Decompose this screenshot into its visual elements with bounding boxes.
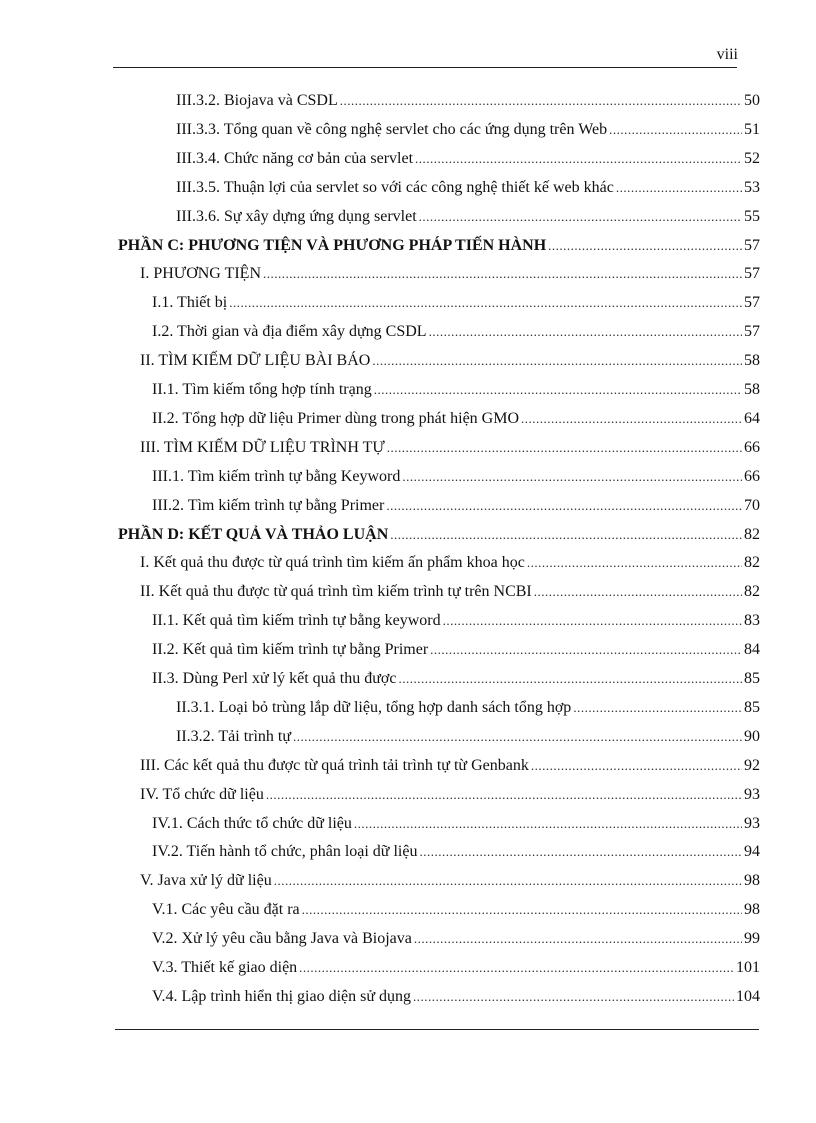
toc-entry-title: PHẦN C: PHƯƠNG TIỆN VÀ PHƯƠNG PHÁP TIẾN HÀNH bbox=[118, 236, 547, 254]
toc-entry-page: 52 bbox=[744, 149, 760, 167]
toc-entry-page: 58 bbox=[744, 381, 760, 398]
toc-entry-page: 66 bbox=[744, 438, 760, 456]
toc-entry-page: 50 bbox=[744, 92, 760, 109]
toc-dot-leader bbox=[372, 353, 742, 369]
toc-entry-row bbox=[176, 179, 760, 197]
toc-entry-row bbox=[152, 497, 760, 515]
toc-entry-title: I.2. Thời gian và địa điểm xây dựng CSDL bbox=[152, 323, 427, 341]
toc-entry bbox=[0, 901, 816, 925]
toc-entry-row bbox=[152, 410, 760, 428]
toc-entry-page: 70 bbox=[744, 496, 760, 514]
toc-entry bbox=[0, 641, 816, 665]
toc-entry bbox=[0, 323, 816, 347]
toc-entry-title: III. TÌM KIẾM DỮ LIỆU TRÌNH TỰ bbox=[140, 438, 385, 456]
toc-dot-leader bbox=[534, 584, 742, 600]
toc-entry-page: 94 bbox=[744, 843, 760, 861]
toc-entry-row bbox=[152, 988, 760, 1006]
toc-dot-leader bbox=[386, 498, 742, 514]
toc-entry bbox=[0, 786, 816, 810]
toc-entry-title: II.3.1. Loại bỏ trùng lắp dữ liệu, tổng hợp danh sách tổng hợp bbox=[176, 698, 572, 716]
toc-dot-leader bbox=[527, 555, 742, 571]
toc-dot-leader bbox=[415, 151, 742, 167]
toc-dot-leader bbox=[419, 209, 742, 225]
toc-dot-leader bbox=[263, 266, 742, 282]
toc-entry-row bbox=[176, 208, 760, 226]
toc-entry-page: 83 bbox=[744, 612, 760, 630]
toc-entry bbox=[0, 294, 816, 318]
toc-entry-title: I. PHƯƠNG TIỆN bbox=[140, 265, 261, 283]
toc-entry bbox=[0, 92, 816, 116]
toc-entry-page: 64 bbox=[744, 409, 760, 427]
toc-dot-leader bbox=[390, 527, 742, 543]
toc-entry-row bbox=[176, 92, 760, 110]
toc-entry-title: III.3.6. Sự xây dựng ứng dụng servlet bbox=[176, 207, 417, 225]
toc-entry-row bbox=[152, 641, 760, 659]
toc-entry bbox=[0, 815, 816, 839]
toc-entry bbox=[0, 612, 816, 636]
toc-entry bbox=[0, 121, 816, 145]
toc-dot-leader bbox=[413, 989, 734, 1005]
toc-entry-page: 93 bbox=[744, 785, 760, 803]
toc-entry-title: III.2. Tìm kiếm trình tự bằng Primer bbox=[152, 496, 385, 514]
toc-entry-page: 85 bbox=[744, 670, 760, 687]
toc-dot-leader bbox=[414, 931, 742, 947]
toc-dot-leader bbox=[531, 758, 742, 774]
toc-entry-title: IV. Tổ chức dữ liệu bbox=[140, 785, 264, 803]
toc-entry-title: I. Kết quả thu được từ quá trình tìm kiếm ấn phẩm khoa học bbox=[140, 554, 525, 572]
toc-entry-title: V.1. Các yêu cầu đặt ra bbox=[152, 901, 300, 919]
toc-entry-title: II.1. Kết quả tìm kiếm trình tự bằng keyword bbox=[152, 612, 441, 630]
toc-entry-page: 90 bbox=[744, 727, 760, 745]
toc-entry-page: 55 bbox=[744, 207, 760, 225]
toc-part-heading bbox=[0, 237, 816, 261]
toc-dot-leader bbox=[229, 295, 742, 311]
toc-entry-page: 99 bbox=[744, 930, 760, 948]
toc-entry-row bbox=[118, 526, 760, 544]
toc-entry-title: V. Java xử lý dữ liệu bbox=[140, 872, 272, 890]
toc-entry-page: 57 bbox=[744, 236, 760, 254]
toc-dot-leader bbox=[521, 411, 742, 427]
toc-entry-title: V.2. Xử lý yêu cầu bằng Java và Biojava bbox=[152, 930, 412, 948]
header-rule bbox=[113, 67, 737, 68]
toc-entry bbox=[0, 265, 816, 289]
toc-dot-leader bbox=[609, 122, 742, 138]
toc-part-heading bbox=[0, 526, 816, 550]
toc-entry-row bbox=[152, 468, 760, 486]
toc-entry-title: III.3.2. Biojava và CSDL bbox=[176, 92, 338, 109]
toc-entry-title: V.4. Lập trình hiển thị giao diện sử dụng bbox=[152, 987, 412, 1005]
toc-entry bbox=[0, 930, 816, 954]
toc-entry-page: 92 bbox=[744, 756, 760, 774]
toc-entry-title: II.2. Kết quả tìm kiếm trình tự bằng Primer bbox=[152, 641, 429, 659]
footer-rule bbox=[115, 1029, 759, 1030]
toc-entry-page: 57 bbox=[744, 265, 760, 283]
toc-entry-title: PHẦN D: KẾT QUẢ VÀ THẢO LUẬN bbox=[118, 525, 389, 543]
toc-entry bbox=[0, 179, 816, 203]
toc-dot-leader bbox=[443, 613, 742, 629]
toc-entry bbox=[0, 699, 816, 723]
toc-dot-leader bbox=[302, 902, 742, 918]
toc-entry-title: II.1. Tìm kiếm tổng hợp tính trạng bbox=[152, 381, 372, 398]
toc-entry bbox=[0, 728, 816, 752]
toc-entry-page: 82 bbox=[744, 525, 760, 543]
toc-entry-title: III.3.5. Thuận lợi của servlet so với các công nghệ thiết kế web khác bbox=[176, 178, 614, 196]
toc-entry-page: 82 bbox=[744, 583, 760, 601]
page-number: viii bbox=[716, 46, 738, 63]
toc-entry-page: 93 bbox=[744, 814, 760, 832]
toc-entry-page: 104 bbox=[736, 987, 760, 1005]
toc-entry-page: 82 bbox=[744, 554, 760, 572]
toc-entry bbox=[0, 497, 816, 521]
toc-entry bbox=[0, 554, 816, 578]
toc-entry-row bbox=[152, 901, 760, 919]
toc-entry bbox=[0, 410, 816, 434]
toc-entry-page: 84 bbox=[744, 641, 760, 659]
toc-entry-title: II.2. Tổng hợp dữ liệu Primer dùng trong phát hiện GMO bbox=[152, 409, 520, 427]
toc-entry-row bbox=[140, 583, 760, 601]
toc-dot-leader bbox=[402, 469, 742, 485]
toc-dot-leader bbox=[548, 238, 742, 254]
toc-dot-leader bbox=[293, 729, 742, 745]
toc-entry-title: III.3.3. Tổng quan về công nghệ servlet cho các ứng dụng trên Web bbox=[176, 120, 608, 138]
toc-entry bbox=[0, 583, 816, 607]
toc-entry-page: 66 bbox=[744, 467, 760, 485]
toc-entry-row bbox=[176, 121, 760, 139]
toc-entry-row bbox=[152, 294, 760, 312]
toc-entry-row bbox=[152, 930, 760, 948]
toc-dot-leader bbox=[419, 844, 742, 860]
toc-entry-row bbox=[140, 265, 760, 283]
toc-dot-leader bbox=[616, 180, 742, 196]
toc-dot-leader bbox=[299, 960, 734, 976]
toc-dot-leader bbox=[340, 93, 742, 109]
toc-entry bbox=[0, 959, 816, 983]
toc-entry-page: 57 bbox=[744, 323, 760, 341]
toc-dot-leader bbox=[398, 671, 742, 687]
toc-entry-page: 85 bbox=[744, 698, 760, 716]
toc-entry-row bbox=[140, 872, 760, 890]
toc-entry bbox=[0, 988, 816, 1012]
toc-dot-leader bbox=[374, 382, 742, 398]
toc-entry bbox=[0, 468, 816, 492]
toc-entry-title: II. TÌM KIẾM DỮ LIỆU BÀI BÁO bbox=[140, 352, 371, 370]
toc-entry-page: 53 bbox=[744, 178, 760, 196]
toc-entry-row bbox=[140, 352, 760, 370]
toc-entry-row bbox=[176, 699, 760, 717]
toc-entry-row bbox=[176, 728, 760, 746]
toc-entry-title: III.3.4. Chức năng cơ bản của servlet bbox=[176, 149, 414, 167]
toc-entry-row bbox=[152, 959, 760, 977]
toc-entry bbox=[0, 872, 816, 896]
toc-dot-leader bbox=[354, 816, 742, 832]
toc-entry bbox=[0, 757, 816, 781]
toc-entry bbox=[0, 670, 816, 694]
toc-entry-row bbox=[152, 670, 760, 688]
toc-entry-row bbox=[118, 237, 760, 255]
toc-entry-row bbox=[140, 786, 760, 804]
toc-entry bbox=[0, 150, 816, 174]
toc-entry-page: 51 bbox=[744, 120, 760, 138]
toc-entry-title: II.3.2. Tải trình tự bbox=[176, 727, 292, 745]
toc-dot-leader bbox=[266, 787, 742, 803]
toc-entry-row bbox=[152, 815, 760, 833]
toc-entry-title: I.1. Thiết bị bbox=[152, 294, 228, 312]
toc-dot-leader bbox=[429, 324, 742, 340]
toc-entry-row bbox=[152, 843, 760, 861]
toc-entry-title: III. Các kết quả thu được từ quá trình tải trình tự từ Genbank bbox=[140, 756, 529, 774]
toc-entry-row bbox=[140, 554, 760, 572]
toc-entry-row bbox=[152, 612, 760, 630]
toc-entry-page: 101 bbox=[736, 959, 760, 976]
toc-entry-title: II.3. Dùng Perl xử lý kết quả thu được bbox=[152, 670, 397, 687]
toc-entry-row bbox=[152, 323, 760, 341]
toc-entry-page: 58 bbox=[744, 352, 760, 370]
toc-dot-leader bbox=[430, 642, 742, 658]
toc-entry-row bbox=[152, 381, 760, 399]
toc-entry bbox=[0, 381, 816, 405]
toc-entry-row bbox=[176, 150, 760, 168]
toc-entry-page: 57 bbox=[744, 294, 760, 312]
toc-entry bbox=[0, 843, 816, 867]
toc-entry-title: IV.2. Tiến hành tổ chức, phân loại dữ liệu bbox=[152, 843, 418, 861]
toc-entry-title: II. Kết quả thu được từ quá trình tìm kiếm trình tự trên NCBI bbox=[140, 583, 532, 601]
toc-entry-title: III.1. Tìm kiếm trình tự bằng Keyword bbox=[152, 467, 401, 485]
toc-entry-row bbox=[140, 757, 760, 775]
toc-entry-title: V.3. Thiết kế giao diện bbox=[152, 959, 298, 976]
toc-dot-leader bbox=[573, 700, 742, 716]
toc-entry-row bbox=[140, 439, 760, 457]
toc-entry bbox=[0, 208, 816, 232]
toc-entry bbox=[0, 439, 816, 463]
toc-entry-title: IV.1. Cách thức tổ chức dữ liệu bbox=[152, 814, 352, 832]
toc-dot-leader bbox=[387, 440, 742, 456]
toc-entry bbox=[0, 352, 816, 376]
toc-entry-page: 98 bbox=[744, 901, 760, 919]
toc-entry-page: 98 bbox=[744, 872, 760, 890]
toc-dot-leader bbox=[274, 873, 742, 889]
